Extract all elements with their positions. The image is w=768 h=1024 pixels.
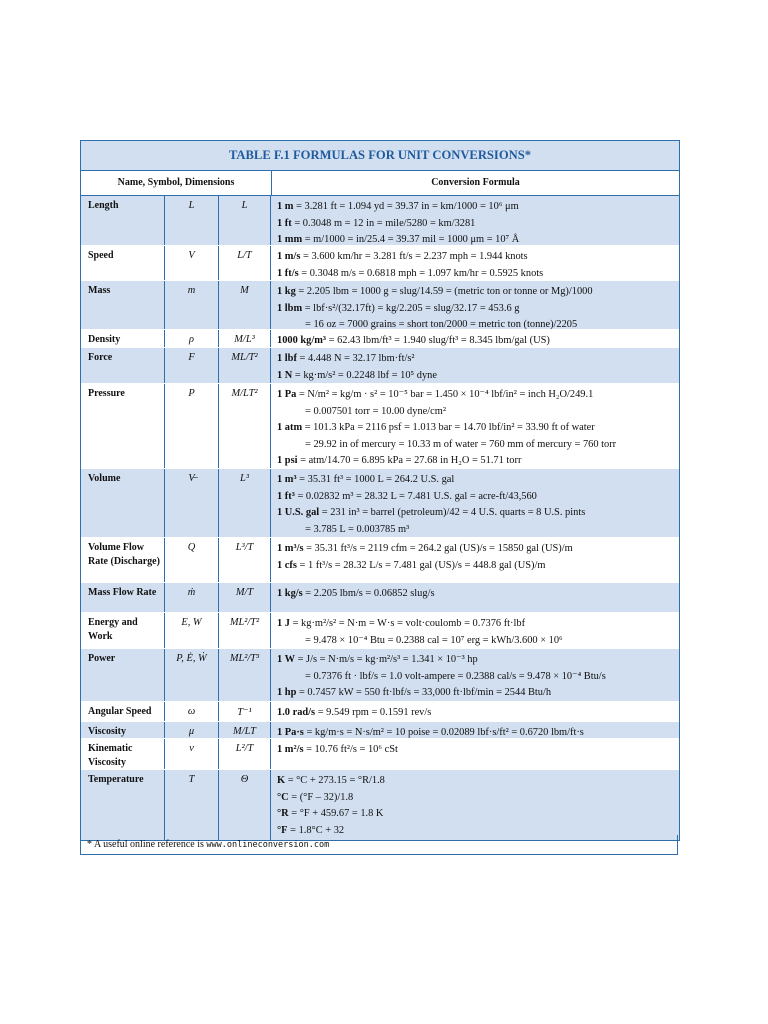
conversion-formula bbox=[271, 613, 679, 648]
formula-line bbox=[277, 437, 679, 454]
quantity-name: Volume bbox=[81, 469, 165, 537]
formula-lead: 1 psi bbox=[277, 455, 298, 466]
formula-line bbox=[277, 685, 679, 702]
formula-lead: 1 N bbox=[277, 369, 293, 381]
formula-lead: K bbox=[277, 775, 286, 786]
quantity-symbol: P bbox=[165, 384, 219, 468]
formula-text: = 29.92 in of mercury = 10.33 m of water = 760 mm of mercury = 760 torr bbox=[305, 438, 617, 450]
formula-line bbox=[277, 404, 679, 421]
table-body bbox=[81, 196, 679, 840]
table-row bbox=[81, 246, 679, 281]
quantity-dimensions: T⁻¹ bbox=[219, 702, 271, 721]
formula-line bbox=[277, 249, 679, 266]
formula-line bbox=[277, 541, 679, 558]
formula-text: = J/s = N·m/s = kg·m²/s³ = 1.341 × 10⁻³ hp bbox=[295, 654, 478, 665]
formula-text: = 1 ft³/s = 28.32 L/s = 7.481 gal (US)/s = 448.8 gal (US)/m bbox=[296, 559, 546, 571]
table-row bbox=[81, 702, 679, 722]
quantity-symbol: ṁ bbox=[165, 583, 219, 612]
quantity-name: Mass bbox=[81, 281, 165, 329]
formula-lead: 1 lbf bbox=[277, 353, 297, 364]
conversion-table bbox=[80, 140, 680, 841]
formula-lead: 1 lbm bbox=[277, 302, 303, 314]
header-name-symbol-dimensions: Name, Symbol, Dimensions bbox=[81, 171, 272, 195]
quantity-dimensions: ML/T² bbox=[219, 348, 271, 383]
formula-lead: 1 m³ bbox=[277, 474, 297, 485]
conversion-formula bbox=[271, 348, 679, 383]
formula-line bbox=[277, 669, 679, 686]
quantity-name: Speed bbox=[81, 246, 165, 280]
formula-line bbox=[277, 420, 679, 437]
formula-line bbox=[277, 522, 679, 539]
conversion-formula bbox=[271, 583, 679, 612]
formula-text: = 35.31 ft³/s = 2119 cfm = 264.2 gal (US)/s = 15850 gal (US)/m bbox=[303, 543, 573, 554]
formula-lead: 1 m³/s bbox=[277, 543, 304, 554]
table-row bbox=[81, 613, 679, 649]
quantity-dimensions: M/T bbox=[219, 583, 271, 612]
header-conversion-formula: Conversion Formula bbox=[431, 177, 520, 188]
quantity-dimensions: M/L³ bbox=[219, 330, 271, 347]
conversion-formula bbox=[271, 196, 679, 245]
quantity-dimensions: L³ bbox=[219, 469, 271, 537]
formula-text: = 0.3048 m = 12 in = mile/5280 = km/3281 bbox=[291, 217, 476, 229]
quantity-name: Energy and Work bbox=[81, 613, 165, 648]
table-row bbox=[81, 770, 679, 840]
formula-line bbox=[277, 368, 679, 385]
formula-lead: °C bbox=[277, 791, 289, 803]
table-row bbox=[81, 538, 679, 583]
formula-text: = m/1000 = in/25.4 = 39.37 mil = 1000 μm = 10⁷ Å bbox=[302, 234, 520, 245]
formula-text: = 0.02832 m³ = 28.32 L = 7.481 U.S. gal = acre-ft/43,560 bbox=[294, 490, 537, 502]
formula-text: = 101.3 kPa = 2116 psf = 1.013 bar = 14.70 lbf/in² = 33.90 ft of water bbox=[302, 422, 595, 433]
quantity-dimensions: M bbox=[219, 281, 271, 329]
quantity-name: Pressure bbox=[81, 384, 165, 468]
quantity-name: Mass Flow Rate bbox=[81, 583, 165, 612]
conversion-formula bbox=[271, 702, 679, 721]
formula-text: = 10.76 ft²/s = 10⁶ cSt bbox=[303, 744, 398, 755]
quantity-name: Viscosity bbox=[81, 722, 165, 738]
quantity-symbol: P, Ė, Ẇ bbox=[165, 649, 219, 701]
formula-lead: 1 kg/s bbox=[277, 588, 303, 599]
quantity-dimensions: L bbox=[219, 196, 271, 245]
quantity-name: Length bbox=[81, 196, 165, 245]
formula-lead: 1000 kg/m³ bbox=[277, 335, 327, 346]
formula-text: = kg/m·s = N·s/m² = 10 poise = 0.02089 lbf·s/ft² = 0.6720 lbm/ft·s bbox=[303, 727, 584, 738]
formula-text: = 3.785 L = 0.003785 m³ bbox=[305, 523, 410, 535]
formula-text: = 2.205 lbm/s = 0.06852 slug/s bbox=[302, 588, 435, 599]
formula-line bbox=[277, 505, 679, 522]
formula-text: = 231 in³ = barrel (petroleum)/42 = 4 U.S. quarts = 8 U.S. pints bbox=[319, 507, 586, 518]
table-row bbox=[81, 281, 679, 330]
quantity-symbol: L bbox=[165, 196, 219, 245]
formula-line bbox=[277, 266, 679, 283]
formula-lead: 1.0 rad/s bbox=[277, 707, 316, 718]
formula-line bbox=[277, 284, 679, 301]
conversion-formula bbox=[271, 770, 679, 840]
formula-line bbox=[277, 705, 679, 722]
conversion-formula bbox=[271, 384, 679, 468]
table-row bbox=[81, 384, 679, 469]
formula-line bbox=[277, 616, 679, 633]
formula-text: = 3.600 km/hr = 3.281 ft/s = 2.237 mph = 1.944 knots bbox=[300, 251, 528, 262]
formula-lead: 1 W bbox=[277, 654, 295, 665]
table-row bbox=[81, 348, 679, 384]
table-row bbox=[81, 196, 679, 246]
formula-line bbox=[277, 453, 679, 470]
quantity-name: Force bbox=[81, 348, 165, 383]
formula-lead: 1 ft/s bbox=[277, 267, 299, 279]
formula-lead: 1 cfs bbox=[277, 559, 297, 571]
formula-line bbox=[277, 472, 679, 489]
quantity-symbol: ω bbox=[165, 702, 219, 721]
formula-text: = 62.43 lbm/ft³ = 1.940 slug/ft³ = 8.345 lbm/gal (US) bbox=[326, 335, 550, 346]
table-row bbox=[81, 649, 679, 702]
quantity-dimensions: Θ bbox=[219, 770, 271, 840]
formula-text: = N/m² = kg/m · s² = 10⁻⁵ bar = 1.450 × 10⁻⁴ lbf/in² = inch H₂O/249.1 bbox=[296, 389, 594, 400]
table-row bbox=[81, 469, 679, 538]
formula-lead: 1 hp bbox=[277, 687, 297, 698]
formula-text: = kg·m²/s² = N·m = W·s = volt·coulomb = 0.7376 ft·lbf bbox=[290, 618, 526, 629]
formula-text: = 2.205 lbm = 1000 g = slug/14.59 = (metric ton or tonne or Mg)/1000 bbox=[295, 286, 593, 297]
formula-text: = 0.3048 m/s = 0.6818 mph = 1.097 km/hr = 0.5925 knots bbox=[298, 267, 544, 279]
quantity-name: Angular Speed bbox=[81, 702, 165, 721]
formula-text: = °F + 459.67 = 1.8 K bbox=[288, 808, 384, 819]
quantity-dimensions: L²/T bbox=[219, 739, 271, 769]
formula-line bbox=[277, 199, 679, 216]
quantity-symbol: ν bbox=[165, 739, 219, 769]
formula-text: = 1.8°C + 32 bbox=[287, 824, 345, 836]
formula-text: = lbf·s²/(32.17ft) = kg/2.205 = slug/32.17 = 453.6 g bbox=[302, 302, 520, 314]
formula-lead: °F bbox=[277, 824, 288, 836]
quantity-symbol: V bbox=[165, 246, 219, 280]
footnote bbox=[80, 835, 678, 855]
formula-lead: 1 U.S. gal bbox=[277, 507, 320, 518]
formula-text: = 16 oz = 7000 grains = short ton/2000 = metric ton (tonne)/2205 bbox=[305, 319, 578, 330]
formula-lead: 1 mm bbox=[277, 234, 303, 245]
table-header bbox=[81, 171, 679, 196]
conversion-formula bbox=[271, 469, 679, 537]
quantity-name: Kinematic Viscosity bbox=[81, 739, 165, 769]
formula-lead: 1 kg bbox=[277, 286, 296, 297]
formula-line bbox=[277, 387, 679, 404]
formula-text: = °C + 273.15 = °R/1.8 bbox=[285, 775, 385, 786]
table-row bbox=[81, 739, 679, 770]
quantity-name: Power bbox=[81, 649, 165, 701]
formula-text: = 35.31 ft³ = 1000 L = 264.2 U.S. gal bbox=[296, 474, 455, 485]
formula-text: = atm/14.70 = 6.895 kPa = 27.68 in H₂O = 51.71 torr bbox=[297, 455, 522, 466]
conversion-formula bbox=[271, 330, 679, 347]
quantity-symbol: T bbox=[165, 770, 219, 840]
formula-text: = (°F – 32)/1.8 bbox=[288, 791, 354, 803]
conversion-formula bbox=[271, 281, 679, 329]
formula-line bbox=[277, 652, 679, 669]
formula-text: = 9.549 rpm = 0.1591 rev/s bbox=[315, 707, 432, 718]
conversion-formula bbox=[271, 649, 679, 701]
table-title: TABLE F.1 FORMULAS FOR UNIT CONVERSIONS* bbox=[81, 141, 679, 171]
formula-lead: 1 ft³ bbox=[277, 490, 295, 502]
formula-text: = 4.448 N = 32.17 lbm·ft/s² bbox=[296, 353, 415, 364]
formula-lead: 1 m²/s bbox=[277, 744, 304, 755]
formula-lead: 1 atm bbox=[277, 422, 303, 433]
formula-lead: °R bbox=[277, 808, 289, 819]
quantity-dimensions: M/LT bbox=[219, 722, 271, 738]
formula-line bbox=[277, 586, 679, 603]
table-row bbox=[81, 722, 679, 739]
formula-line bbox=[277, 633, 679, 650]
quantity-dimensions: L/T bbox=[219, 246, 271, 280]
formula-line bbox=[277, 790, 679, 807]
quantity-symbol: E, W bbox=[165, 613, 219, 648]
formula-lead: 1 m bbox=[277, 201, 294, 212]
footnote-text: * A useful online reference is bbox=[87, 839, 207, 850]
conversion-formula bbox=[271, 538, 679, 582]
formula-text: = 9.478 × 10⁻⁴ Btu = 0.2388 cal = 10⁷ erg = kWh/3.600 × 10⁶ bbox=[305, 634, 563, 646]
formula-text: = 0.7376 ft · lbf/s = 1.0 volt-ampere = 0.2388 cal/s = 9.478 × 10⁻⁴ Btu/s bbox=[305, 670, 606, 682]
formula-lead: 1 J bbox=[277, 618, 290, 629]
quantity-symbol: ρ bbox=[165, 330, 219, 347]
quantity-symbol: μ bbox=[165, 722, 219, 738]
footnote-link[interactable]: www.onlineconversion.com bbox=[206, 840, 330, 850]
formula-line bbox=[277, 773, 679, 790]
conversion-formula bbox=[271, 739, 679, 769]
formula-lead: 1 ft bbox=[277, 217, 292, 229]
formula-line bbox=[277, 216, 679, 233]
formula-lead: 1 Pa·s bbox=[277, 727, 304, 738]
formula-text: = 0.7457 kW = 550 ft·lbf/s = 33,000 ft·lbf/min = 2544 Btu/h bbox=[296, 687, 552, 698]
table-row bbox=[81, 583, 679, 613]
quantity-name: Density bbox=[81, 330, 165, 347]
formula-line bbox=[277, 558, 679, 575]
quantity-symbol: m bbox=[165, 281, 219, 329]
formula-line bbox=[277, 351, 679, 368]
formula-text: = 0.007501 torr = 10.00 dyne/cm² bbox=[305, 405, 446, 417]
formula-lead: 1 m/s bbox=[277, 251, 301, 262]
conversion-formula bbox=[271, 246, 679, 280]
quantity-dimensions: ML²/T³ bbox=[219, 649, 271, 701]
quantity-dimensions: M/LT² bbox=[219, 384, 271, 468]
quantity-symbol: V̶ bbox=[165, 469, 219, 537]
quantity-symbol: F bbox=[165, 348, 219, 383]
formula-text: = 3.281 ft = 1.094 yd = 39.37 in = km/1000 = 10⁶ μm bbox=[293, 201, 519, 212]
quantity-dimensions: L³/T bbox=[219, 538, 271, 582]
quantity-symbol: Q bbox=[165, 538, 219, 582]
formula-line bbox=[277, 301, 679, 318]
quantity-dimensions: ML²/T² bbox=[219, 613, 271, 648]
formula-text: = kg·m/s² = 0.2248 lbf = 10⁵ dyne bbox=[292, 369, 437, 381]
table-row bbox=[81, 330, 679, 348]
quantity-name: Temperature bbox=[81, 770, 165, 840]
quantity-name: Volume Flow Rate (Discharge) bbox=[81, 538, 165, 582]
formula-line bbox=[277, 489, 679, 506]
formula-line bbox=[277, 742, 679, 759]
formula-lead: 1 Pa bbox=[277, 389, 297, 400]
formula-line bbox=[277, 806, 679, 823]
conversion-formula bbox=[271, 722, 679, 738]
